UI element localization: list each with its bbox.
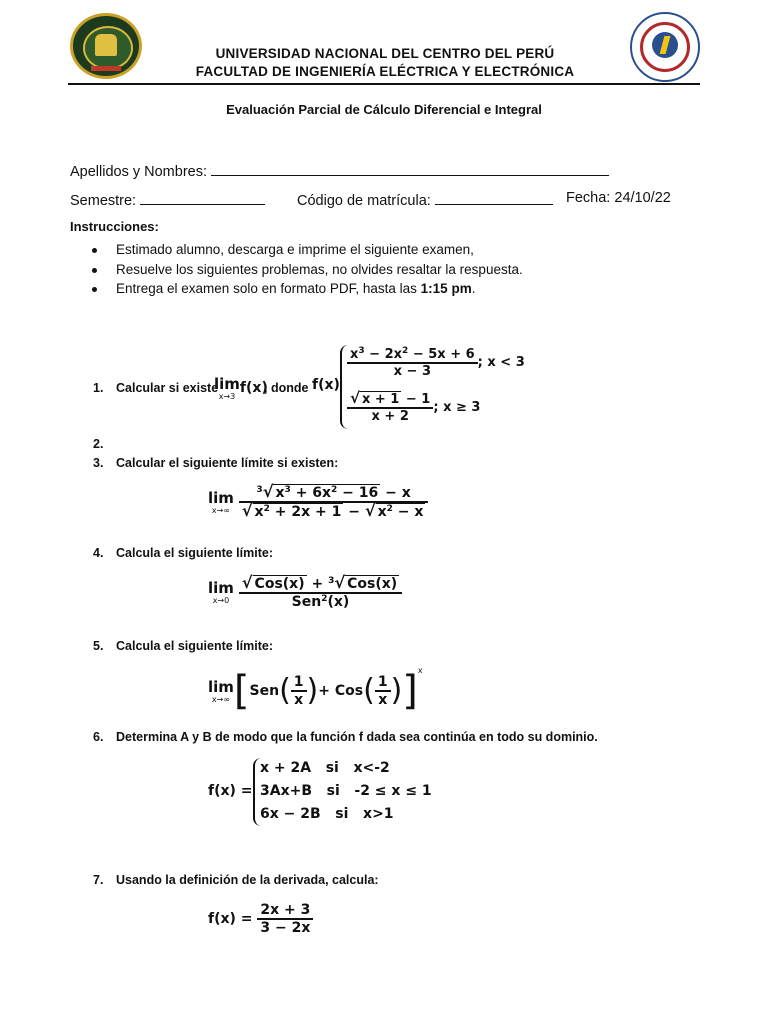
code-label: Código de matrícula: [297, 193, 431, 209]
semester-label: Semestre: [70, 193, 137, 209]
q1-fx-label: f(x) [312, 377, 340, 393]
question-6: 6. Determina A y B de modo que la función f dada sea continúa en todo su dominio. [93, 730, 598, 744]
question-4: 4. Calcula el siguiente límite: [93, 546, 273, 560]
question-7: 7. Usando la definición de la derivada, calcula: [93, 873, 379, 887]
header-rule [68, 83, 700, 85]
university-logo [70, 13, 142, 79]
date-label: Fecha: [566, 190, 611, 206]
code-field[interactable] [297, 190, 553, 209]
instructions-title: Instrucciones: [70, 219, 159, 234]
faculty-name: FACULTAD DE INGENIERÍA ELÉCTRICA Y ELECTRÓNICA [195, 64, 575, 79]
names-blank[interactable] [211, 161, 609, 176]
q7-function: f(x) = $\frac{2x + 3}{3 - 2x}$ [208, 902, 313, 936]
q1-piece-1: $\frac{x^3 - 2x^2 - 5x + 6}{x - 3}$ ; x < 3 [347, 346, 525, 379]
q3-limit-expression: lim x→∞ $^3$ √ $x^3 + 6x^2 - 16$ − x √ $x^2 + 2x + 1$ − √ $x^2 - x$ [208, 484, 428, 520]
question-3: 3. Calcular el siguiente límite si existen: [93, 456, 339, 470]
faculty-logo [630, 12, 700, 82]
instructions-list [70, 242, 523, 301]
question-1-cont: , donde [264, 381, 309, 395]
university-name: UNIVERSIDAD NACIONAL DEL CENTRO DEL PERÚ [215, 46, 555, 61]
q1-limit: lim x→3 f(x) [214, 375, 268, 401]
q6-piece-3: 6x − 2B si x>1 [260, 806, 394, 822]
q6-piece-2: 3Ax+B si -2 ≤ x ≤ 1 [260, 783, 432, 799]
names-field[interactable] [70, 161, 609, 180]
exam-title: Evaluación Parcial de Cálculo Diferencial e Integral [226, 102, 542, 117]
question-2: 2. [93, 437, 104, 451]
q6-fx-label: f(x) = [208, 783, 253, 799]
q1-piece-2: √ x + 1 − 1 x + 2 ; x ≥ 3 [347, 391, 480, 424]
instruction-item: Estimado alumno, descarga e imprime el siguiente examen, [70, 242, 523, 262]
deadline-time: 1:15 pm [420, 281, 472, 296]
semester-field[interactable] [70, 190, 265, 209]
instruction-item: Resuelve los siguientes problemas, no olvides resaltar la respuesta. [70, 262, 523, 282]
semester-blank[interactable] [140, 190, 265, 205]
question-1: 1. Calcular si existe [93, 381, 219, 395]
instruction-item: Entrega el examen solo en formato PDF, hasta las 1:15 pm. [70, 281, 523, 301]
code-blank[interactable] [435, 190, 553, 205]
date-value: 24/10/22 [614, 190, 671, 206]
q4-limit-expression: lim x→0 √ Cos(x) + $^3$ √ Cos(x) Sen$^2$(x) [208, 575, 402, 610]
question-5: 5. Calcula el siguiente límite: [93, 639, 273, 653]
q6-piece-1: x + 2A si x<-2 [260, 760, 390, 776]
names-label: Apellidos y Nombres: [70, 164, 207, 180]
q5-limit-expression: lim x→∞ [Sen( $\frac{1}{x}$ )+ Cos( $\frac{1}{x}$ )]$^x$ [208, 666, 423, 714]
date-field [566, 190, 671, 206]
